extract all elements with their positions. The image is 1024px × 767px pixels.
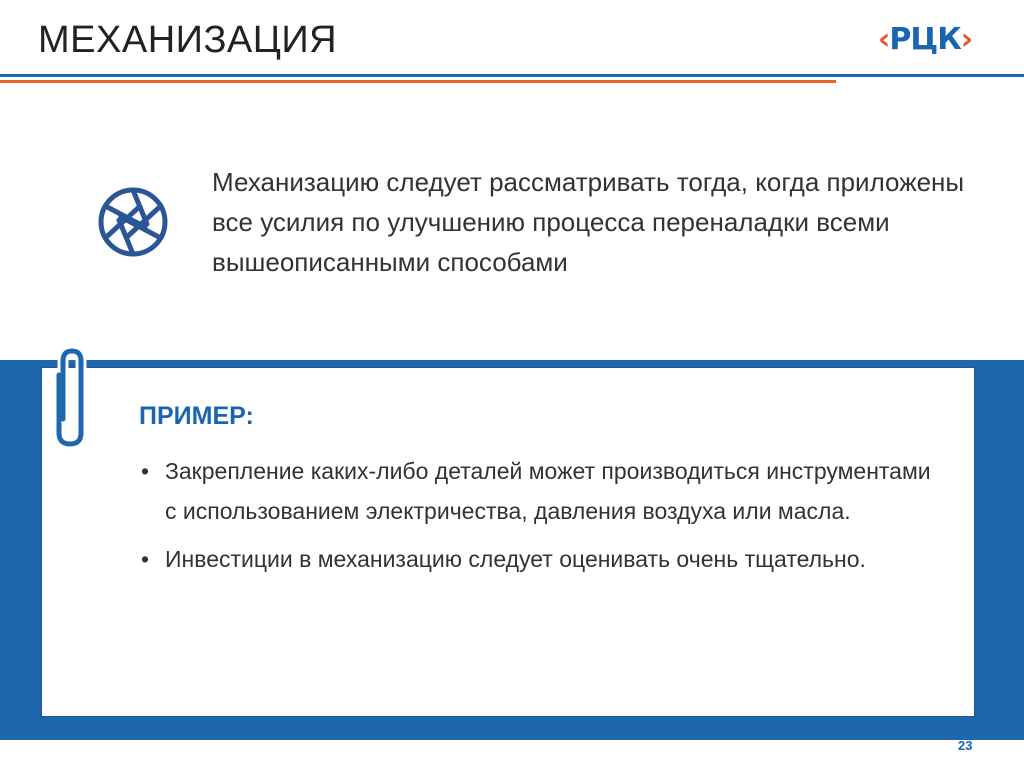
bullet-item: • Закрепление каких-либо деталей может производиться инструментами с использованием электричества, давления воздуха или масла. bbox=[139, 451, 939, 531]
paperclip-icon bbox=[50, 345, 98, 449]
example-bullet-list bbox=[139, 451, 939, 587]
page-number: 23 bbox=[958, 738, 973, 753]
slide-title: МЕХАНИЗАЦИЯ bbox=[38, 19, 338, 61]
intro-text: Механизацию следует рассматривать тогда, когда приложены все усилия по улучшению процесса переналадки всеми вышеописанными способами bbox=[212, 167, 965, 277]
bullet-item: • Инвестиции в механизацию следует оценивать очень тщательно. bbox=[139, 539, 939, 579]
company-logo bbox=[878, 22, 972, 58]
header-rule-orange bbox=[0, 80, 836, 83]
logo-right-bracket: › bbox=[960, 22, 973, 57]
logo-left-bracket: ‹ bbox=[878, 22, 890, 57]
example-heading: ПРИМЕР: bbox=[139, 402, 254, 430]
header-rule-blue bbox=[0, 74, 1024, 77]
logo-text: РЦК bbox=[889, 22, 961, 57]
aperture-icon bbox=[97, 186, 169, 258]
